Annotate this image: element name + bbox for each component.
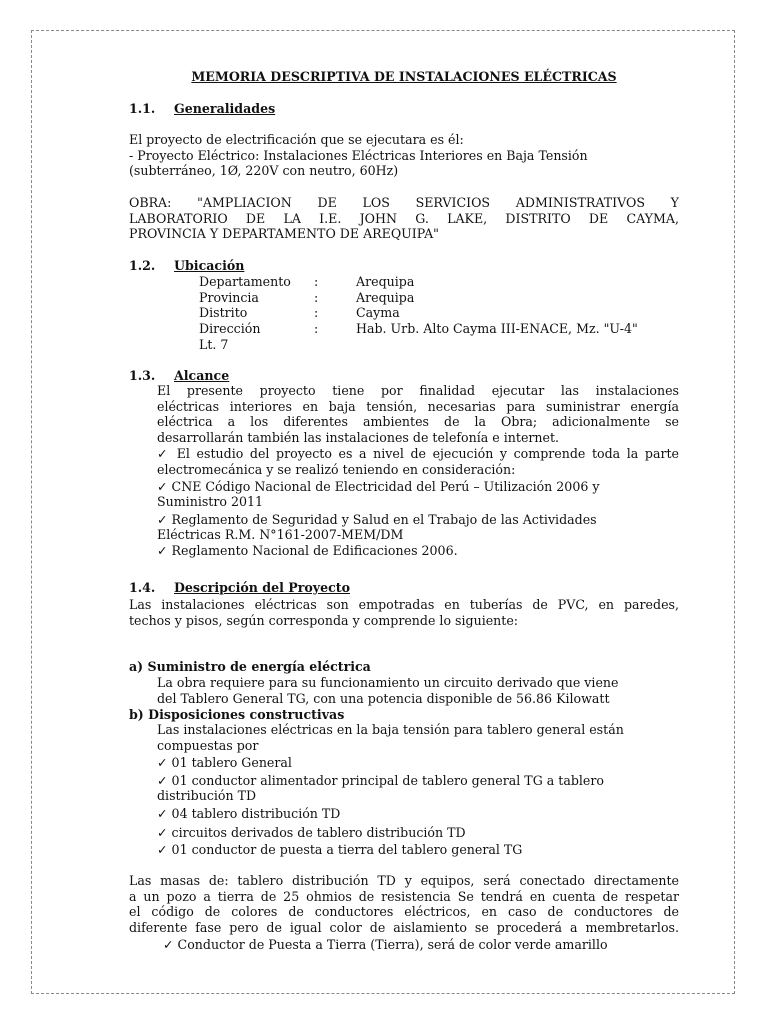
section-name: Generalidades <box>174 101 276 116</box>
section-number: 1.4. <box>129 580 156 595</box>
text-line: El proyecto de electrificación que se ejecutara es él: <box>129 132 464 147</box>
text-line: Las masas de: tablero distribución TD y equipos, será conectado directamente <box>129 873 679 888</box>
location-value: Hab. Urb. Alto Cayma III-ENACE, Mz. "U-4" <box>356 321 638 336</box>
obra-paragraph <box>129 195 679 242</box>
section-number: 1.3. <box>129 368 156 383</box>
checklist-item: ✓ 01 conductor de puesta a tierra del tablero general TG <box>157 842 523 858</box>
location-colon: : <box>314 290 319 305</box>
checklist-item: ✓ El estudio del proyecto es a nivel de ejecución y comprende toda la parte <box>157 446 679 462</box>
location-colon: : <box>314 274 319 289</box>
checklist-item: ✓ Reglamento Nacional de Edificaciones 2006. <box>157 542 458 558</box>
text-line: OBRA: "AMPLIACION DE LOS SERVICIOS ADMINISTRATIVOS Y <box>129 195 679 210</box>
section-heading-generalidades <box>129 101 275 117</box>
disposiciones-paragraph <box>157 722 679 858</box>
alcance-paragraph <box>157 383 679 559</box>
location-value-continuation: Lt. 7 <box>199 337 229 352</box>
text-line: techos y pisos, según corresponda y comprende lo siguiente: <box>129 612 519 628</box>
text-line: diferente fase pero de igual color de aislamiento se procederá a membretarlos. <box>129 919 679 935</box>
text-line: La obra requiere para su funcionamiento un circuito derivado que viene <box>157 675 619 690</box>
text-line: eléctrica a los diferentes ambientes de la Obra; adicionalmente se <box>157 414 679 430</box>
checklist-item: ✓ Reglamento de Seguridad y Salud en el Trabajo de las Actividades <box>157 511 597 527</box>
location-row-continuation <box>199 337 679 353</box>
text-line: a un pozo a tierra de 25 ohmios de resistencia Se tendrá en cuenta de respetar <box>129 888 679 904</box>
text-line: electromecánica y se realizó teniendo en consideración: <box>157 461 516 477</box>
section-number: 1.1. <box>129 101 156 116</box>
text-line: compuestas por <box>157 737 259 753</box>
checklist-item: ✓ 04 tablero distribución TD <box>157 805 341 821</box>
document-page <box>31 30 735 994</box>
text-line: PROVINCIA Y DEPARTAMENTO DE AREQUIPA" <box>129 226 439 242</box>
text-line: Las instalaciones eléctricas en la baja tensión para tablero general están <box>157 722 624 737</box>
location-row-provincia <box>199 290 679 306</box>
text-line: - Proyecto Eléctrico: Instalaciones Eléctricas Interiores en Baja Tensión <box>129 147 588 163</box>
checklist-item: ✓ Conductor de Puesta a Tierra (Tierra), será de color verde amarillo <box>163 937 608 952</box>
section-heading-descripcion <box>129 580 350 596</box>
text-line: distribución TD <box>157 788 257 804</box>
suministro-paragraph <box>157 675 679 706</box>
location-key: Distrito <box>199 305 248 320</box>
location-key: Provincia <box>199 290 259 305</box>
text-line: (subterráneo, 1Ø, 220V con neutro, 60Hz) <box>129 163 399 179</box>
location-colon: : <box>314 305 319 320</box>
checklist-item: ✓ circuitos derivados de tablero distribución TD <box>157 824 466 840</box>
subsection-heading-disposiciones: b) Disposiciones constructivas <box>129 707 345 722</box>
location-colon: : <box>314 321 319 336</box>
checklist-item: ✓ CNE Código Nacional de Electricidad del Perú – Utilización 2006 y <box>157 478 600 494</box>
section-name: Descripción del Proyecto <box>174 580 351 595</box>
masas-checklist <box>163 937 679 953</box>
location-row-distrito <box>199 305 679 321</box>
text-line: el código de colores de conductores eléctricos, en caso de conductores de <box>129 904 679 920</box>
checklist-item: ✓ 01 conductor alimentador principal de tablero general TG a tablero <box>157 772 604 788</box>
section-number: 1.2. <box>129 258 156 273</box>
generalidades-paragraph <box>129 132 679 179</box>
location-value: Cayma <box>356 305 400 320</box>
text-line: Las instalaciones eléctricas son empotradas en tuberías de PVC, en paredes, <box>129 597 679 612</box>
section-name: Ubicación <box>174 258 245 273</box>
section-heading-ubicacion <box>129 258 244 274</box>
descripcion-paragraph <box>129 597 679 628</box>
masas-paragraph <box>129 873 679 935</box>
section-name: Alcance <box>174 368 230 383</box>
location-row-direccion <box>199 321 679 337</box>
text-line: eléctricas interiores en baja tensión, necesarias para suministrar energía <box>157 398 679 414</box>
document-title: MEMORIA DESCRIPTIVA DE INSTALACIONES ELÉCTRICAS <box>191 69 617 84</box>
checklist-item: ✓ 01 tablero General <box>157 755 292 771</box>
text-line: del Tablero General TG, con una potencia disponible de 56.86 Kilowatt <box>157 690 610 706</box>
text-line: Eléctricas R.M. N°161-2007-MEM/DM <box>157 527 404 543</box>
section-heading-alcance <box>129 368 229 384</box>
subsection-heading-suministro: a) Suministro de energía eléctrica <box>129 659 371 674</box>
text-line: Suministro 2011 <box>157 494 264 510</box>
text-line: LABORATORIO DE LA I.E. JOHN G. LAKE, DISTRITO DE CAYMA, <box>129 210 679 226</box>
location-row-departamento <box>199 274 679 290</box>
location-value: Arequipa <box>356 290 415 305</box>
location-key: Dirección <box>199 321 261 336</box>
location-key: Departamento <box>199 274 291 289</box>
location-value: Arequipa <box>356 274 415 289</box>
text-line: El presente proyecto tiene por finalidad ejecutar las instalaciones <box>157 383 679 398</box>
text-line: desarrollarán también las instalaciones de telefonía e internet. <box>157 429 560 445</box>
